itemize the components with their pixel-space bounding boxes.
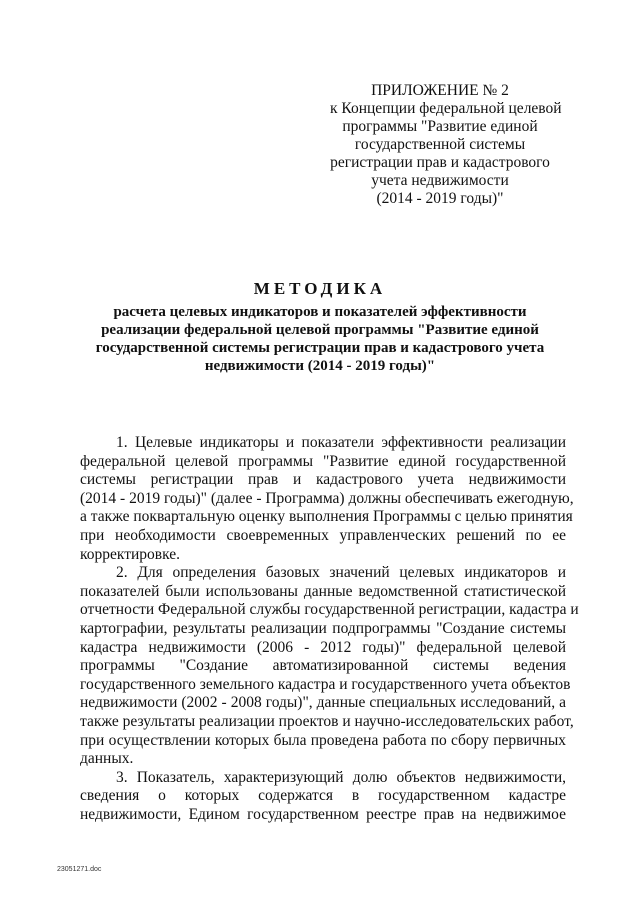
paragraph-line: программы "Создание автоматизированной системы ведения — [80, 657, 566, 675]
paragraph-line: 2. Для определения базовых значений целевых индикаторов и — [116, 564, 566, 582]
paragraph-line: при необходимости своевременных управленческих решений по ее — [80, 526, 566, 544]
paragraph-3 — [80, 769, 566, 825]
paragraph-line: сведения о которых содержатся в государственном кадастре — [80, 787, 566, 805]
paragraph-line: недвижимости, Едином государственном реестре прав на недвижимое — [80, 805, 566, 823]
appendix-line: государственной системы — [354, 136, 526, 153]
paragraph-line: а также поквартальную оценку выполнения Программы с целью принятия — [80, 508, 573, 526]
paragraph-line: 3. Показатель, характеризующий долю объектов недвижимости, — [116, 768, 566, 786]
file-name-footer: 23051271.doc — [57, 866, 102, 873]
subtitle-line: государственной системы регистрации прав и кадастрового учета — [95, 340, 545, 356]
paragraph-line: картографии, результаты реализации подпрограммы "Создание системы — [80, 619, 566, 637]
document-subtitle — [80, 303, 560, 375]
paragraph-line: также результаты реализации проектов и научно-исследовательских работ, — [80, 712, 574, 730]
paragraph-line: федеральной целевой программы "Развитие единой государственной — [80, 452, 566, 470]
appendix-line: (2014 - 2019 годы)" — [376, 190, 504, 207]
appendix-header — [330, 82, 562, 208]
paragraph-line: 1. Целевые индикаторы и показатели эффективности реализации — [116, 434, 566, 451]
paragraph-line: кадастра недвижимости (2006 - 2012 годы)" федеральной целевой — [80, 638, 566, 656]
document-title: МЕТОДИКА — [253, 279, 387, 298]
paragraph-line: отчетности Федеральной службы государственной регистрации, кадастра и — [80, 601, 579, 619]
paragraph-line: при осуществлении которых была проведена работа по сбору первичных — [80, 731, 566, 749]
appendix-line: учета недвижимости — [371, 172, 509, 189]
subtitle-line: реализации федеральной целевой программы "Развитие единой — [101, 322, 539, 338]
paragraph-line: корректировке. — [80, 545, 180, 563]
subtitle-line: недвижимости (2014 - 2019 годы)" — [204, 358, 436, 374]
paragraph-line: недвижимости (2002 - 2008 годы)", данные специальных исследований, а — [80, 694, 566, 712]
appendix-line: к Концепции федеральной целевой — [330, 100, 562, 117]
paragraph-line: государственного земельного кадастра и государственного учета объектов — [80, 675, 571, 693]
appendix-line: программы "Развитие единой — [342, 118, 538, 135]
subtitle-line: расчета целевых индикаторов и показателей эффективности — [113, 304, 527, 320]
paragraph-line: (2014 - 2019 годы)" (далее - Программа) должны обеспечивать ежегодную, — [80, 489, 574, 507]
paragraph-line: данных. — [80, 750, 134, 768]
appendix-line: регистрации прав и кадастрового — [330, 154, 550, 171]
appendix-line: ПРИЛОЖЕНИЕ № 2 — [371, 82, 509, 99]
paragraph-line: системы регистрации прав и кадастрового учета недвижимости — [80, 471, 566, 489]
paragraph-line: показателей были использованы данные ведомственной статистической — [80, 582, 566, 600]
paragraph-1 — [80, 434, 574, 564]
document-body — [80, 434, 579, 824]
paragraph-2 — [80, 564, 579, 769]
